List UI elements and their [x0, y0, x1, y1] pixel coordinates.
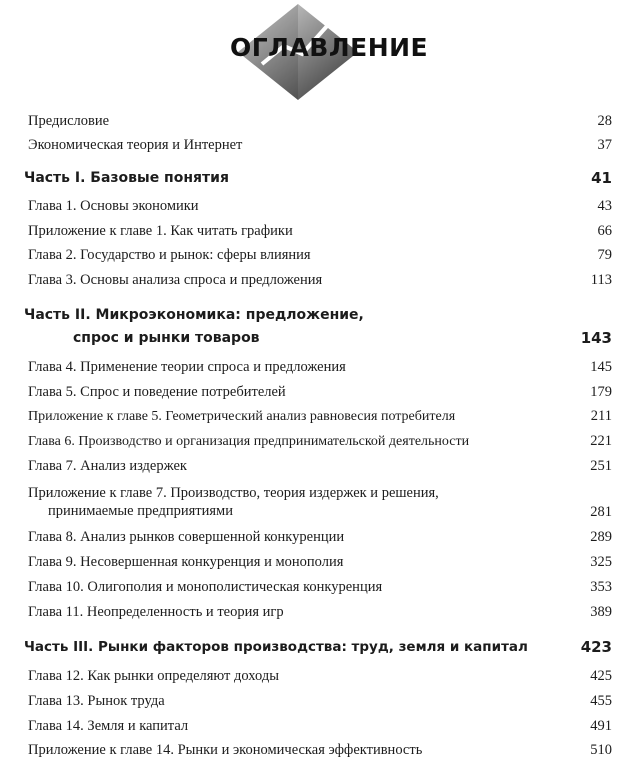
toc-page-number: 491 — [590, 718, 612, 734]
toc-part-heading[interactable] — [20, 305, 612, 349]
toc-page-number: 221 — [590, 433, 612, 449]
toc-part-title: Часть III. Рынки факторов производства: труд, земля и капитал — [24, 639, 528, 655]
toc-entry-title: Глава 10. Олигополия и монополистическая конкуренция — [28, 579, 383, 595]
toc-page-number: 66 — [597, 223, 612, 239]
toc-entry-title: Глава 6. Производство и организация предпринимательской деятельности — [28, 434, 470, 449]
toc-entry-title: Глава 14. Земля и капитал — [28, 718, 189, 734]
toc-entry-title: Глава 8. Анализ рынков совершенной конкуренции — [28, 529, 345, 545]
toc-page-number: 43 — [597, 198, 612, 214]
toc-entry-title: Глава 5. Спрос и поведение потребителей — [28, 384, 286, 400]
toc-entry-title: Глава 3. Основы анализа спроса и предложения — [28, 272, 323, 288]
toc-page-number: 425 — [590, 668, 612, 684]
toc-entry-title: Глава 1. Основы экономики — [28, 198, 199, 214]
toc-entry-title: Предисловие — [28, 113, 110, 129]
toc-page-number: 281 — [590, 504, 612, 520]
toc-part-title: Часть I. Базовые понятия — [24, 170, 229, 186]
page-title: ОГЛАВЛЕНИЕ — [230, 33, 429, 62]
toc-entry[interactable] — [20, 485, 612, 521]
toc-entry-title: Глава 7. Анализ издержек — [28, 458, 187, 474]
toc-entry-title: Приложение к главе 1. Как читать графики — [28, 223, 293, 239]
toc-entry-title: Глава 13. Рынок труда — [28, 693, 165, 709]
toc-entry-title: Экономическая теория и Интернет — [28, 137, 243, 153]
toc-entry-title: Приложение к главе 14. Рынки и экономическая эффективность — [28, 742, 423, 758]
toc-entry-title-continued: принимаемые предприятиями — [48, 503, 233, 519]
toc-entry-title: Глава 12. Как рынки определяют доходы — [28, 668, 279, 684]
toc-page-number: 179 — [590, 384, 612, 400]
toc-part-title-continued: спрос и рынки товаров — [73, 330, 260, 346]
toc-page-number: 211 — [590, 408, 612, 424]
toc-page-number: 353 — [590, 579, 612, 595]
toc-page-number: 145 — [590, 359, 612, 375]
toc-page-number: 113 — [590, 272, 612, 288]
toc-entry-title: Глава 4. Применение теории спроса и предложения — [28, 359, 346, 375]
toc-entry-title: Приложение к главе 5. Геометрический анализ равновесия потребителя — [28, 409, 456, 424]
toc-entry-title: Глава 2. Государство и рынок: сферы влияния — [28, 247, 311, 263]
toc-page-number: 251 — [590, 458, 612, 474]
toc-page-number: 510 — [590, 742, 612, 758]
toc-page-number: 423 — [580, 638, 612, 656]
toc-part-title: Часть II. Микроэкономика: предложение, — [24, 307, 364, 323]
toc-entry-title: Глава 9. Несовершенная конкуренция и монополия — [28, 554, 344, 570]
toc-entry-title: Приложение к главе 7. Производство, теория издержек и решения, — [28, 485, 439, 501]
toc-page-number: 143 — [580, 329, 612, 347]
toc-page-number: 79 — [597, 247, 612, 263]
toc-page-number: 325 — [590, 554, 612, 570]
toc-page-number: 389 — [590, 604, 612, 620]
toc-page-number: 28 — [597, 113, 612, 129]
toc-page-number: 41 — [591, 169, 612, 187]
toc-page-number: 455 — [590, 693, 612, 709]
toc-page-number: 37 — [597, 137, 612, 153]
toc-page-number: 289 — [590, 529, 612, 545]
toc-entry-title: Глава 11. Неопределенность и теория игр — [28, 604, 284, 620]
